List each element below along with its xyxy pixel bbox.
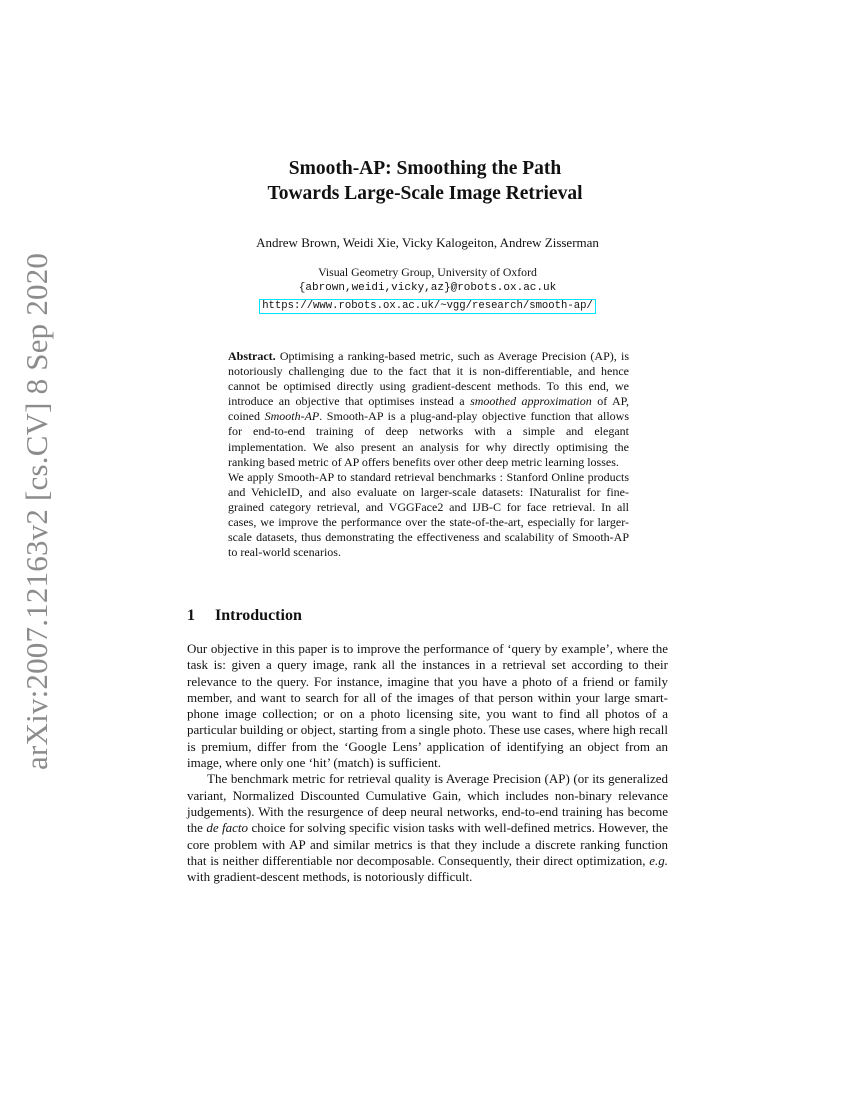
- abstract-paragraph-1: [228, 349, 629, 470]
- abstract-label: Abstract.: [228, 349, 276, 363]
- arxiv-identifier-stamp: arXiv:2007.12163v2 [cs.CV] 8 Sep 2020: [19, 252, 54, 770]
- body-text-2c: with gradient-descent methods, is notoriously difficult.: [187, 869, 473, 885]
- title-line-1: Smooth-AP: Smoothing the Path: [288, 158, 562, 179]
- abstract-text-1a: Optimising a ranking-based metric, such as Average Precision (AP), is notoriously challenging due to the fact that it is non-differentiable, and hence cannot be optimised directly using gradient-descent methods. To this end, we introduce an objective that optimises instead a: [228, 349, 629, 409]
- abstract: [228, 349, 629, 560]
- body-text-2a: The benchmark metric for retrieval quality is Average Precision (AP) (or its generalized variant, Normalized Discounted Cumulative Gain, which includes non-binary relevance judgements). With the resurgence of deep neural networks, end-to-end training has become the: [187, 771, 668, 836]
- abstract-paragraph-2: We apply Smooth-AP to standard retrieval benchmarks : Stanford Online products and VehicleID, and also evaluate on larger-scale datasets: INaturalist for fine-grained category retrieval, and VGGFace2 and IJB-C for face retrieval. In all cases, we improve the performance over the state-of-the-art, especially for larger-scale datasets, thus demonstrating the effectiveness and scalability of Smooth-AP to real-world scenarios.: [228, 469, 629, 560]
- section-number: 1: [187, 607, 195, 624]
- abstract-text-1c: . Smooth-AP is a plug-and-play objective function that allows for end-to-end training of deep networks with a simple and elegant implementation. We also present an analysis for why directly optimising the ranking based metric of AP offers benefits over other deep metric learning losses.: [228, 409, 630, 469]
- section-title: Introduction: [215, 607, 302, 624]
- body-emphasis-2: e.g.: [649, 852, 668, 868]
- introduction-body: [187, 641, 668, 885]
- paper-title: [0, 156, 850, 206]
- project-url-link[interactable]: https://www.robots.ox.ac.uk/~vgg/research/smooth-ap/: [259, 299, 596, 314]
- body-paragraph-1: Our objective in this paper is to improve the performance of ‘query by example’, where the task is: given a query image, rank all the instances in a retrieval set according to their relevance to the query. For instance, imagine that you have a photo of a friend or family member, and want to search for all of the images of that person within your large smart-phone image collection; or on a photo licensing site, you want to find all photos of a particular building or object, starting from a single photo. These use cases, where high recall is premium, differ from the ‘Google Lens’ application of identifying an object from an image, where only one ‘hit’ (match) is sufficient.: [187, 641, 668, 771]
- abstract-emphasis-2: Smooth-AP: [264, 409, 320, 424]
- body-emphasis-1: de facto: [206, 820, 249, 836]
- body-paragraph-2: [187, 771, 668, 885]
- author-list: Andrew Brown, Weidi Xie, Vicky Kalogeiton, Andrew Zisserman: [256, 235, 599, 250]
- abstract-emphasis-1: smoothed approximation: [470, 394, 592, 409]
- title-line-2: Towards Large-Scale Image Retrieval: [267, 183, 583, 204]
- abstract-text-1b: of AP, coined: [228, 394, 630, 424]
- affiliation-block: [0, 264, 850, 314]
- body-text-2b: choice for solving specific vision tasks with well-defined metrics. However, the core problem with AP and similar metrics is that they include a discrete ranking function that is neither differentiable nor decomposable. Consequently, their direct optimization,: [187, 820, 668, 868]
- author-emails: {abrown,weidi,vicky,az}@robots.ox.ac.uk: [298, 282, 557, 294]
- section-heading: [187, 606, 302, 626]
- affiliation-group: Visual Geometry Group, University of Oxford: [318, 265, 537, 279]
